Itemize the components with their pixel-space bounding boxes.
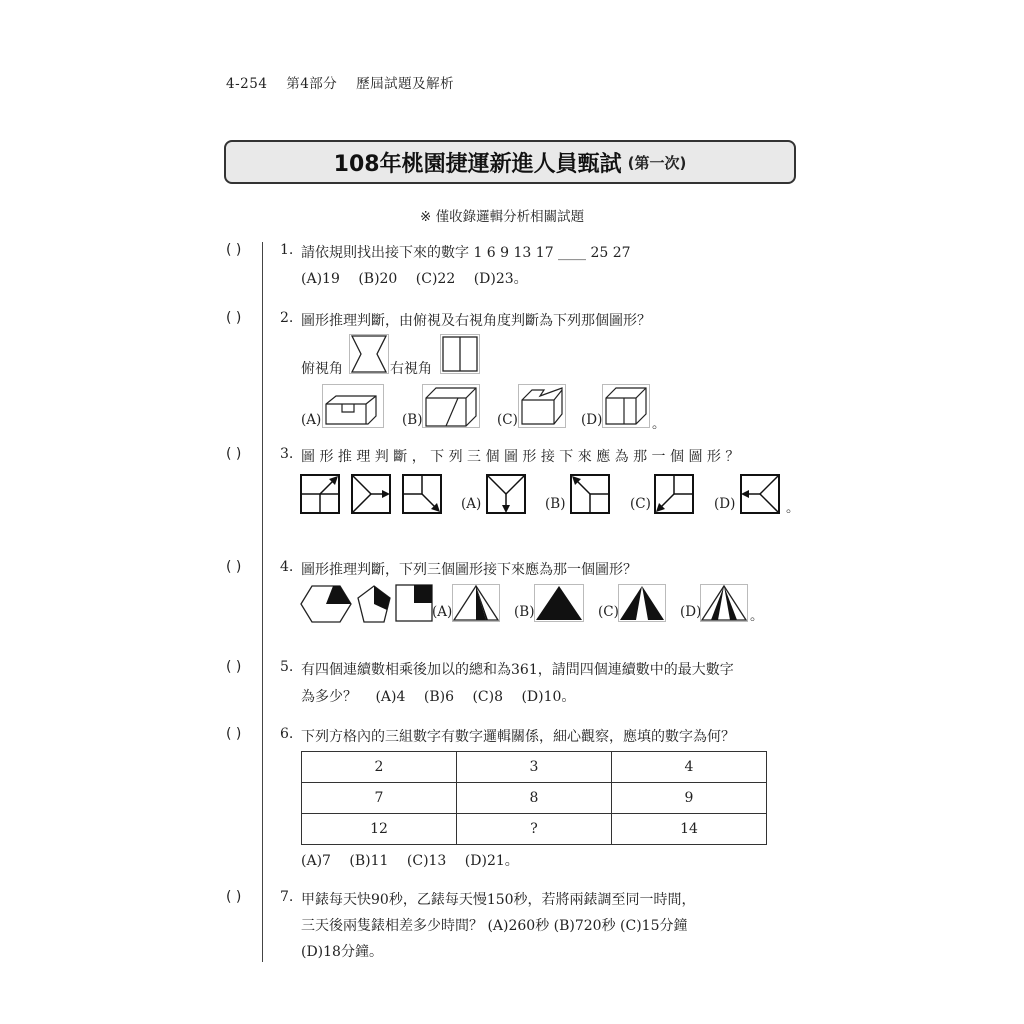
answer-blank-6[interactable]: ( )	[226, 726, 242, 742]
right-view-label: 右視角	[390, 361, 432, 377]
q4-option-d-figure	[700, 584, 748, 622]
q3-option-d-figure	[740, 474, 780, 514]
option: (D)	[714, 496, 736, 512]
running-header	[226, 72, 468, 92]
option: (A)	[461, 496, 482, 512]
option: (D)	[581, 412, 603, 428]
option: (C)	[598, 604, 619, 620]
question-number: 6.	[280, 726, 294, 742]
part-label: 第4部分	[286, 76, 338, 92]
q2-option-c-figure	[518, 384, 566, 428]
question-5-options	[301, 686, 589, 706]
scope-note: ※ 僅收錄邏輯分析相關試題	[420, 209, 585, 225]
option: (D)	[680, 604, 702, 620]
q2-option-a-figure	[322, 384, 384, 428]
option: (B)20	[358, 271, 398, 287]
question-number: 2.	[280, 310, 294, 326]
question-4-text: 圖形推理判斷，下列三個圖形接下來應為那一個圖形？	[301, 562, 637, 578]
option: (B)11	[349, 853, 389, 869]
q4-option-b-figure	[534, 584, 584, 622]
option: (C)	[630, 496, 651, 512]
option: (B)	[402, 412, 423, 428]
question-5-text: 有四個連續數相乘後加以的總和為361，請問四個連續數中的最大數字	[301, 662, 734, 678]
option: (A)	[301, 412, 322, 428]
grid-cell: ?	[457, 814, 612, 845]
grid-cell: 4	[612, 752, 767, 783]
number-grid	[301, 751, 767, 845]
table-row	[302, 814, 767, 845]
grid-cell: 3	[457, 752, 612, 783]
question-5-text-line2: 為多少？	[301, 689, 357, 705]
q4-sequence-hexagon	[300, 584, 352, 624]
question-number: 3.	[280, 446, 294, 462]
table-row	[302, 783, 767, 814]
q4-option-c-figure	[618, 584, 666, 622]
q4-option-a-figure	[452, 584, 500, 622]
option: (D)10。	[521, 689, 576, 705]
grid-cell: 7	[302, 783, 457, 814]
top-view-label: 俯視角	[301, 361, 343, 377]
q2-option-d-figure	[602, 384, 650, 428]
section-label: 歷屆試題及解析	[356, 76, 455, 92]
end-mark: 。	[750, 608, 764, 624]
question-7-text-line3: (D)18分鐘。	[301, 944, 383, 960]
question-number: 7.	[280, 889, 294, 905]
answer-blank-7[interactable]: ( )	[226, 889, 242, 905]
exam-subtitle: (第一次)	[627, 153, 687, 172]
q2-option-b-figure	[422, 384, 480, 428]
option: (C)8	[472, 689, 503, 705]
question-6-text: 下列方格內的三組數字有數字邏輯關係，細心觀察，應填的數字為何？	[301, 729, 735, 745]
question-1-text: 請依規則找出接下來的數字 1 6 9 13 17 ____ 25 27	[301, 245, 631, 261]
end-mark: 。	[652, 416, 666, 432]
question-1-options	[301, 268, 542, 288]
q3-sequence-figure-3	[402, 474, 442, 514]
option: (D)21。	[464, 853, 519, 869]
top-view-figure	[349, 334, 389, 374]
question-number: 5.	[280, 659, 294, 675]
grid-cell: 2	[302, 752, 457, 783]
option: (A)	[432, 604, 453, 620]
option: (C)	[497, 412, 518, 428]
question-7-text: 甲錶每天快90秒，乙錶每天慢150秒，若將兩錶調至同一時間，	[301, 892, 696, 908]
question-3-text: 圖 形 推 理 判 斷 ， 下 列 三 個 圖 形 接 下 來 應 為 那 一 個 圖 形 ？	[301, 449, 740, 465]
question-2-text: 圖形推理判斷，由俯視及右視角度判斷為下列那個圖形？	[301, 313, 651, 329]
page-number: 4-254	[226, 76, 268, 92]
option: (C)13	[406, 853, 447, 869]
option: (B)6	[423, 689, 454, 705]
answer-blank-3[interactable]: ( )	[226, 446, 242, 462]
q4-sequence-pentagon	[356, 584, 392, 624]
question-number: 1.	[280, 242, 294, 258]
option: (C)22	[415, 271, 456, 287]
option: (B)	[514, 604, 535, 620]
grid-cell: 8	[457, 783, 612, 814]
q3-sequence-figure-2	[351, 474, 391, 514]
option: (D)23。	[473, 271, 528, 287]
answer-blank-5[interactable]: ( )	[226, 659, 242, 675]
exam-title-box	[224, 140, 796, 184]
grid-cell: 14	[612, 814, 767, 845]
grid-cell: 9	[612, 783, 767, 814]
right-view-figure	[440, 334, 480, 374]
exam-title: 108年桃園捷運新進人員甄試	[333, 151, 622, 177]
q3-option-c-figure	[654, 474, 694, 514]
answer-divider	[262, 242, 263, 962]
q3-sequence-figure-1	[300, 474, 340, 514]
option: (A)4	[375, 689, 406, 705]
option: (A)7	[301, 853, 331, 869]
answer-blank-2[interactable]: ( )	[226, 310, 242, 326]
end-mark: 。	[786, 500, 800, 516]
q4-sequence-square	[395, 584, 433, 622]
q3-option-b-figure	[570, 474, 610, 514]
option: (B)	[545, 496, 566, 512]
table-row	[302, 752, 767, 783]
grid-cell: 12	[302, 814, 457, 845]
question-number: 4.	[280, 559, 294, 575]
answer-blank-4[interactable]: ( )	[226, 559, 242, 575]
question-7-text-line2: 三天後兩隻錶相差多少時間？ (A)260秒 (B)720秒 (C)15分鐘	[301, 918, 688, 934]
option: (A)19	[301, 271, 340, 287]
q3-option-a-figure	[486, 474, 526, 514]
question-6-options	[301, 850, 533, 870]
answer-blank-1[interactable]: ( )	[226, 242, 242, 258]
